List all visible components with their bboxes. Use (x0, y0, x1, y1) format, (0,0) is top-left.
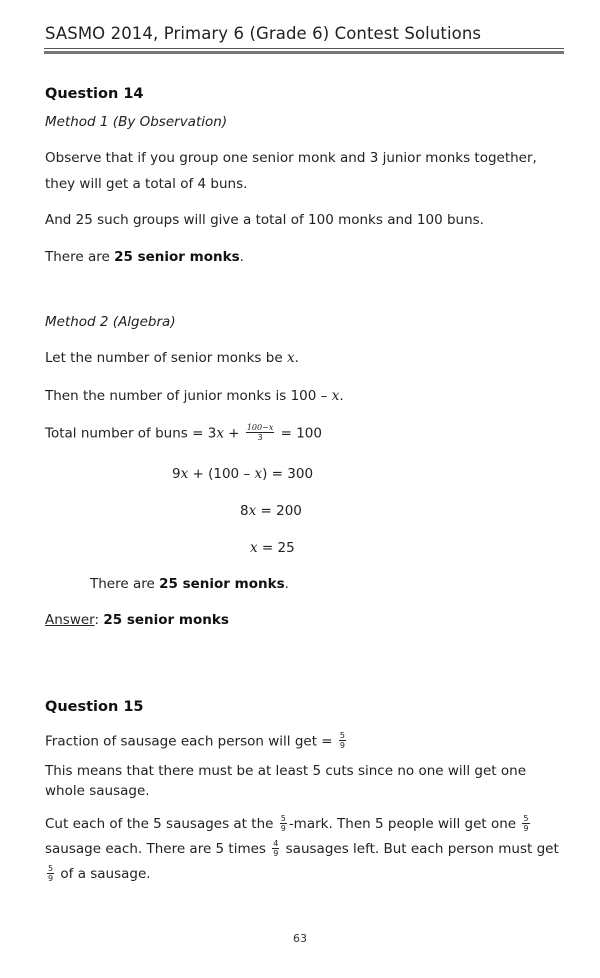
answer-value: 25 senior monks (103, 612, 229, 628)
method-1-conclusion: There are 25 senior monks. (45, 249, 244, 265)
equation-step-1: 9x + (100 – x) = 300 (172, 466, 314, 482)
equation-step-3: x = 25 (250, 540, 295, 556)
fraction: $\frac{100-x}{3}$ (246, 423, 274, 442)
equation-step-2: 8x = 200 (240, 503, 302, 519)
method-2-label: Method 2 (Algebra) (45, 314, 176, 330)
question-15-title: Question 15 (45, 699, 144, 715)
page-number: 63 (293, 932, 307, 945)
fraction-statement: Fraction of sausage each person will get = $\frac{5}{9}$ (45, 731, 345, 750)
bold-answer: 25 senior monks (114, 249, 240, 265)
fraction: $\frac{4}{9}$ (273, 838, 279, 858)
method-1-paragraph-1: Observe that if you group one senior monk and 3 junior monks together, they will get a total of 4 buns. (45, 150, 537, 192)
bold-answer: 25 senior monks (159, 576, 285, 592)
cuts-paragraph: This means that there must be at least 5 cuts since no one will get one whole sausage. (45, 763, 527, 799)
fraction: $\frac{5}{9}$ (48, 863, 54, 883)
header-rule-thick (44, 51, 564, 54)
cutting-paragraph: Cut each of the 5 sausages at the $\frac{5}{9}$ -mark. Then 5 people will get one $\frac{5}{9}$ sausage each. There are 5 times $\frac{4}{9}$ sausages left. But each person must get $\frac{5}{9}$ of a sausage. (45, 813, 559, 883)
method-1-label: Method 1 (By Observation) (45, 114, 228, 130)
header-rule (44, 48, 564, 49)
page-header-title: SASMO 2014, Primary 6 (Grade 6) Contest Solutions (45, 24, 482, 43)
total-buns-equation: Total number of buns = 3x + $\frac{100-x}{3}$ = 100 (45, 423, 322, 442)
answer-line: Answer: 25 senior monks (45, 612, 229, 628)
let-statement: Let the number of senior monks be x. (45, 350, 299, 366)
method-2-conclusion: There are 25 senior monks. (90, 576, 289, 592)
fraction: $\frac{5}{9}$ (280, 813, 286, 833)
junior-monks-statement: Then the number of junior monks is 100 – x. (45, 388, 344, 404)
answer-label: Answer (45, 612, 95, 628)
fraction: $\frac{5}{9}$ (523, 813, 529, 833)
fraction: $\frac{5}{9}$ (339, 731, 345, 750)
method-1-paragraph-2: And 25 such groups will give a total of 100 monks and 100 buns. (45, 212, 484, 228)
question-14-title: Question 14 (45, 86, 144, 102)
